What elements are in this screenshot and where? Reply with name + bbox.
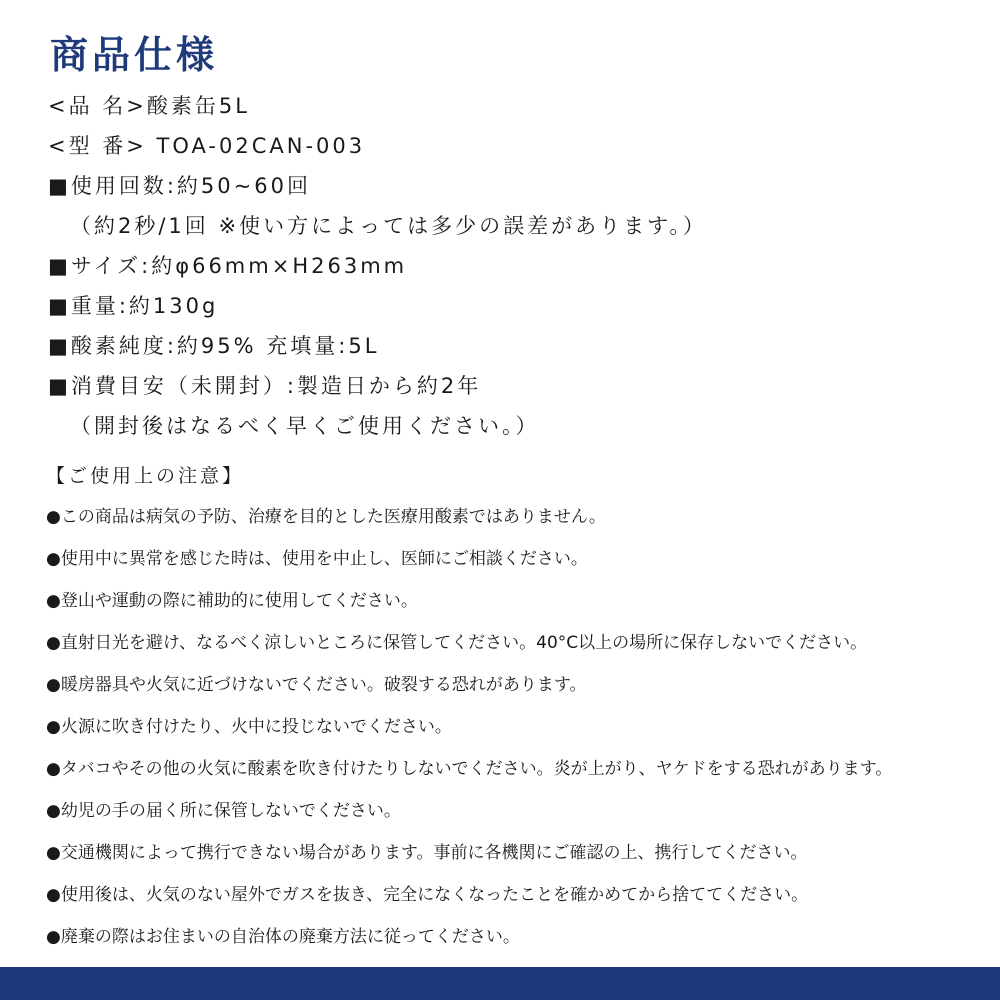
spec-weight: ■重量:約130g xyxy=(48,294,219,318)
note-item: ●交通機関によって携行できない場合があります。事前に各機関にご確認の上、携行してください。 xyxy=(46,843,808,863)
spec-usage-count: ■使用回数:約50~60回 xyxy=(48,174,311,198)
note-item: ●使用中に異常を感じた時は、使用を中止し、医師にご相談ください。 xyxy=(46,549,588,569)
note-item: ●タバコやその他の火気に酸素を吹き付けたりしないでください。炎が上がり、ヤケドをする恐れがあります。 xyxy=(46,759,893,779)
note-item: ●幼児の手の届く所に保管しないでください。 xyxy=(46,801,401,821)
note-item: ●廃棄の際はお住まいの自治体の廃棄方法に従ってください。 xyxy=(46,927,520,947)
spec-shelf-life-note: （開封後はなるべく早くご使用ください。） xyxy=(70,414,540,438)
note-item: ●暖房器具や火気に近づけないでください。破裂する恐れがあります。 xyxy=(46,675,587,695)
spec-product-name: <品 名>酸素缶5L xyxy=(48,94,250,118)
page-title: 商品仕様 xyxy=(50,33,219,77)
note-item: ●直射日光を避け、なるべく涼しいところに保管してください。40°C以上の場所に保存しないでください。 xyxy=(46,633,868,653)
notes-heading: 【ご使用上の注意】 xyxy=(46,465,245,487)
note-item: ●登山や運動の際に補助的に使用してください。 xyxy=(46,591,418,611)
spec-purity: ■酸素純度:約95% 充填量:5L xyxy=(48,334,380,358)
spec-size: ■サイズ:約φ66mm×H263mm xyxy=(48,254,408,278)
footer-bar xyxy=(0,967,1000,1000)
spec-shelf-life: ■消費目安（未開封）:製造日から約2年 xyxy=(48,374,482,398)
spec-model-number: <型 番> TOA-02CAN-003 xyxy=(48,134,366,158)
note-item: ●使用後は、火気のない屋外でガスを抜き、完全になくなったことを確かめてから捨ててください。 xyxy=(46,885,809,905)
note-item: ●火源に吹き付けたり、火中に投じないでください。 xyxy=(46,717,452,737)
spec-usage-note: （約2秒/1回 ※使い方によっては多少の誤差があります。） xyxy=(70,214,707,238)
note-item: ●この商品は病気の予防、治療を目的とした医療用酸素ではありません。 xyxy=(46,507,606,527)
